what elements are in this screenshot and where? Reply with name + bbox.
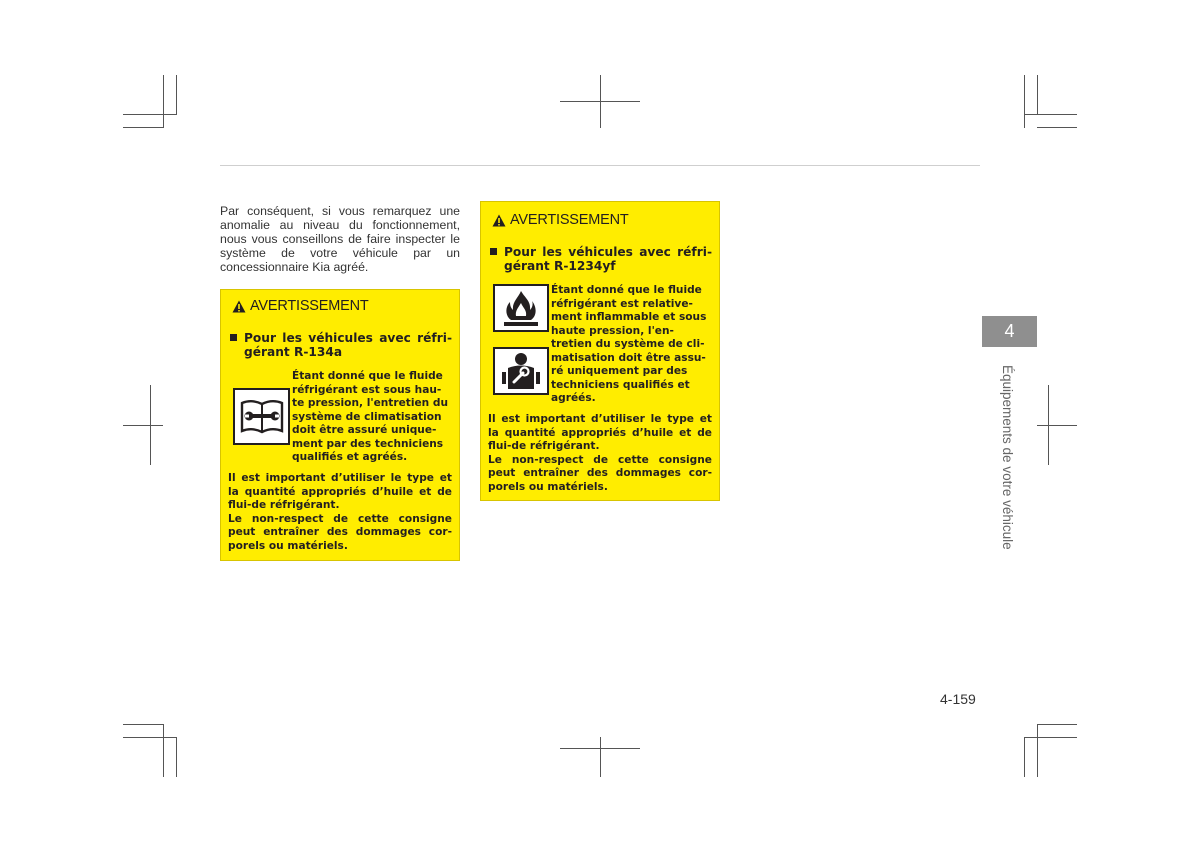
page-number: 4-159 xyxy=(940,691,976,707)
registration-mark xyxy=(600,75,601,128)
bullet-square xyxy=(490,248,497,255)
crop-mark xyxy=(1037,127,1077,128)
registration-mark xyxy=(1037,425,1077,426)
warning-box-r1234yf xyxy=(480,201,720,501)
warning-bullet-title-text: Pour les véhicules avec réfrigérant R-1234yf xyxy=(504,245,712,273)
chapter-title-text: Équipements de votre véhicule xyxy=(1000,365,1015,550)
warning-triangle-icon xyxy=(232,300,246,313)
crop-mark xyxy=(1024,75,1025,128)
chapter-title xyxy=(1001,365,1015,585)
crop-mark xyxy=(1037,724,1077,725)
warning-box-r134a xyxy=(220,289,460,561)
warning-body xyxy=(228,472,452,553)
crop-mark xyxy=(123,737,176,738)
warning-body-paragraph: Il est important d’utiliser le type et la quantité appropriés d’huile et de flui-de réfrigérant. xyxy=(228,472,452,511)
crop-mark xyxy=(163,724,164,777)
warning-bullet-title-text: Pour les véhicules avec réfrigérant R-134a xyxy=(244,331,452,359)
warning-body-paragraph: Le non-respect de cette consigne peut entraîner des dommages cor-porels ou matériels. xyxy=(488,453,712,493)
warning-body xyxy=(488,413,712,494)
crop-mark xyxy=(176,737,177,777)
service-manual-icon xyxy=(233,388,290,445)
crop-mark xyxy=(1024,737,1077,738)
warning-heading-text: AVERTISSEMENT xyxy=(510,212,629,228)
crop-mark xyxy=(1024,737,1025,777)
warning-body-paragraph: Il est important d’utiliser le type et la quantité appropriés d’huile et de flui-de réfrigérant. xyxy=(488,413,712,452)
technician-icon xyxy=(493,347,549,395)
crop-mark xyxy=(1037,75,1038,115)
book-wrench-icon xyxy=(240,398,284,436)
crop-mark xyxy=(123,724,163,725)
warning-heading xyxy=(232,298,369,314)
warning-side-text: Étant donné que le fluide réfrigérant est relative-ment inflammable et sous haute pression, l'en-tretien du système de cli-matisation doit être assu-ré uniquement par des techniciens qualifiés et agréés. xyxy=(551,284,707,404)
crop-mark xyxy=(1037,724,1038,777)
registration-mark xyxy=(1048,385,1049,465)
crop-mark xyxy=(123,127,163,128)
crop-mark xyxy=(1024,114,1077,115)
warning-bullet-title xyxy=(230,331,452,359)
warning-heading xyxy=(492,212,629,228)
person-wrench-icon xyxy=(501,352,541,390)
registration-mark xyxy=(123,425,163,426)
flame-icon xyxy=(501,289,541,327)
crop-mark xyxy=(163,75,164,128)
warning-side-text: Étant donné que le fluide réfrigérant est sous hau-te pression, l'entretien du système de climatisation doit être assuré unique-ment par des techniciens qualifiés et agréés. xyxy=(292,370,449,463)
registration-mark xyxy=(150,385,151,465)
registration-mark xyxy=(600,737,601,777)
warning-bullet-title xyxy=(490,245,712,273)
chapter-tab: 4 xyxy=(982,316,1037,347)
bullet-square xyxy=(230,334,237,341)
crop-mark xyxy=(123,114,176,115)
crop-mark xyxy=(176,75,177,115)
intro-paragraph: Par conséquent, si vous remarquez une anomalie au niveau du fonctionnement, nous vous conseillons de faire inspecter le système de votre véhicule par un concessionnaire Kia agréé. xyxy=(220,204,460,274)
header-rule xyxy=(220,165,980,166)
warning-heading-text: AVERTISSEMENT xyxy=(250,298,369,314)
flammable-icon xyxy=(493,284,549,332)
warning-body-paragraph: Le non-respect de cette consigne peut entraîner des dommages cor-porels ou matériels. xyxy=(228,512,452,552)
warning-triangle-icon xyxy=(492,214,506,227)
